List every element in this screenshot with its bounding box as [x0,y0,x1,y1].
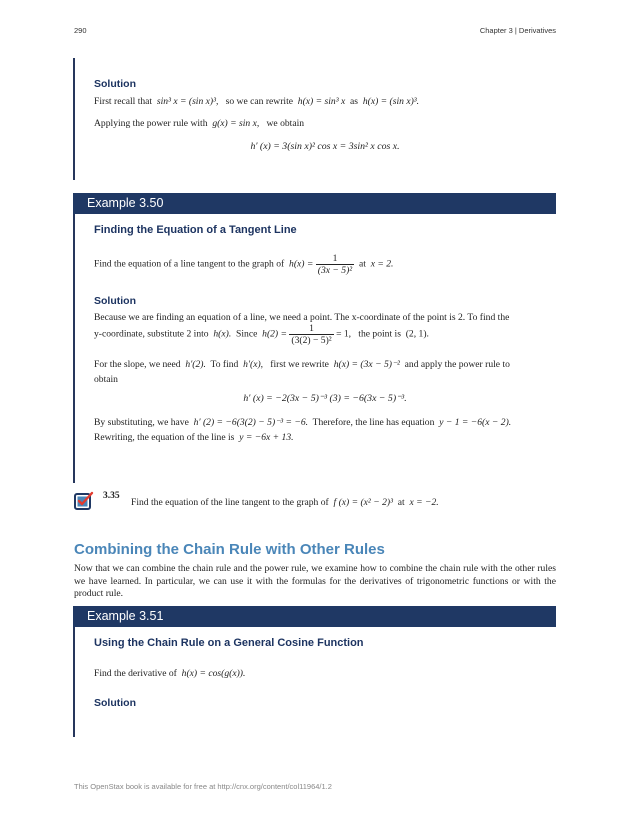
footer-note: This OpenStax book is available for free at http://cnx.org/content/col11964/1.2 [74,782,332,791]
checkpoint-icon [74,491,94,511]
checkpoint-text: Find the equation of the line tangent to the graph of f (x) = (x² − 2)³ at x = −2. [131,497,439,508]
solution-sidebar-rule [73,58,75,180]
example-3-50-solution-line-1: Because we are finding an equation of a line, we need a point. The x-coordinate of the point is 2. To find the [94,312,510,323]
example-3-50-rewrite-line: Rewriting, the equation of the line is y = −6x + 13. [94,432,294,443]
example-3-50-solution-line-2: y-coordinate, substitute 2 into h(x). Since h(2) = $\frac{1}{\text{(3(2) − 5)²}}$ = 1, the point is (2, 1). [94,323,429,346]
chapter-title: Chapter 3 | Derivatives [479,26,556,35]
example-3-50-sidebar-rule [73,214,75,483]
example-3-51-solution-heading: Solution [94,697,136,709]
example-3-50-title: Finding the Equation of a Tangent Line [94,224,297,236]
solution-line-1: First recall that sin³ x = (sin x)³, so we can rewrite h(x) = sin³ x as h(x) = (sin x)³. [94,96,420,107]
solution-line-2: Applying the power rule with g(x) = sin x, we obtain [94,118,305,129]
example-3-51-sidebar-rule [73,627,75,737]
example-3-50-slope-line-1: For the slope, we need h′(2). To find h′(x), first we rewrite h(x) = (3x − 5)⁻² and apply the power rule to [94,359,510,370]
example-3-50-bar: Example 3.50 [73,193,556,214]
example-3-50-derivative-equation: h′ (x) = −2(3x − 5)⁻³ (3) = −6(3x − 5)⁻³. [243,393,407,404]
section-title: Combining the Chain Rule with Other Rules [74,541,385,558]
checkpoint-number: 3.35 [103,491,120,501]
problem-fraction: $\frac{1}{\text{(3x − 5)²}}$ [317,253,353,276]
example-3-50-slope-line-2: obtain [94,374,118,385]
power-rule-result-equation: h′ (x) = 3(sin x)² cos x = 3sin² x cos x. [250,141,400,152]
example-3-50-substitution-line: By substituting, we have h′ (2) = −6(3(2) − 5)⁻³ = −6. Therefore, the line has equation y − 1 = −6(x − 2). [94,417,512,428]
example-3-51-problem: Find the derivative of h(x) = cos(g(x)). [94,668,246,679]
solution-heading: Solution [94,78,136,90]
page-number: 290 [74,26,87,35]
since-fraction: $\frac{1}{\text{(3(2) − 5)²}}$ [291,323,332,346]
example-3-50-solution-heading: Solution [94,295,136,307]
example-3-51-bar: Example 3.51 [73,606,556,627]
section-paragraph: Now that we can combine the chain rule and the power rule, we examine how to combine the chain rule with the other rules we have learned. In particular, we can use it with the formulas for the derivatives of trigonometric functions or with the product rule. [74,563,556,599]
example-3-51-title: Using the Chain Rule on a General Cosine Function [94,637,364,649]
example-3-50-problem: Find the equation of a line tangent to the graph of h(x) = $\frac{1}{\text{(3x − 5)²}}$ at x = 2. [94,253,394,276]
